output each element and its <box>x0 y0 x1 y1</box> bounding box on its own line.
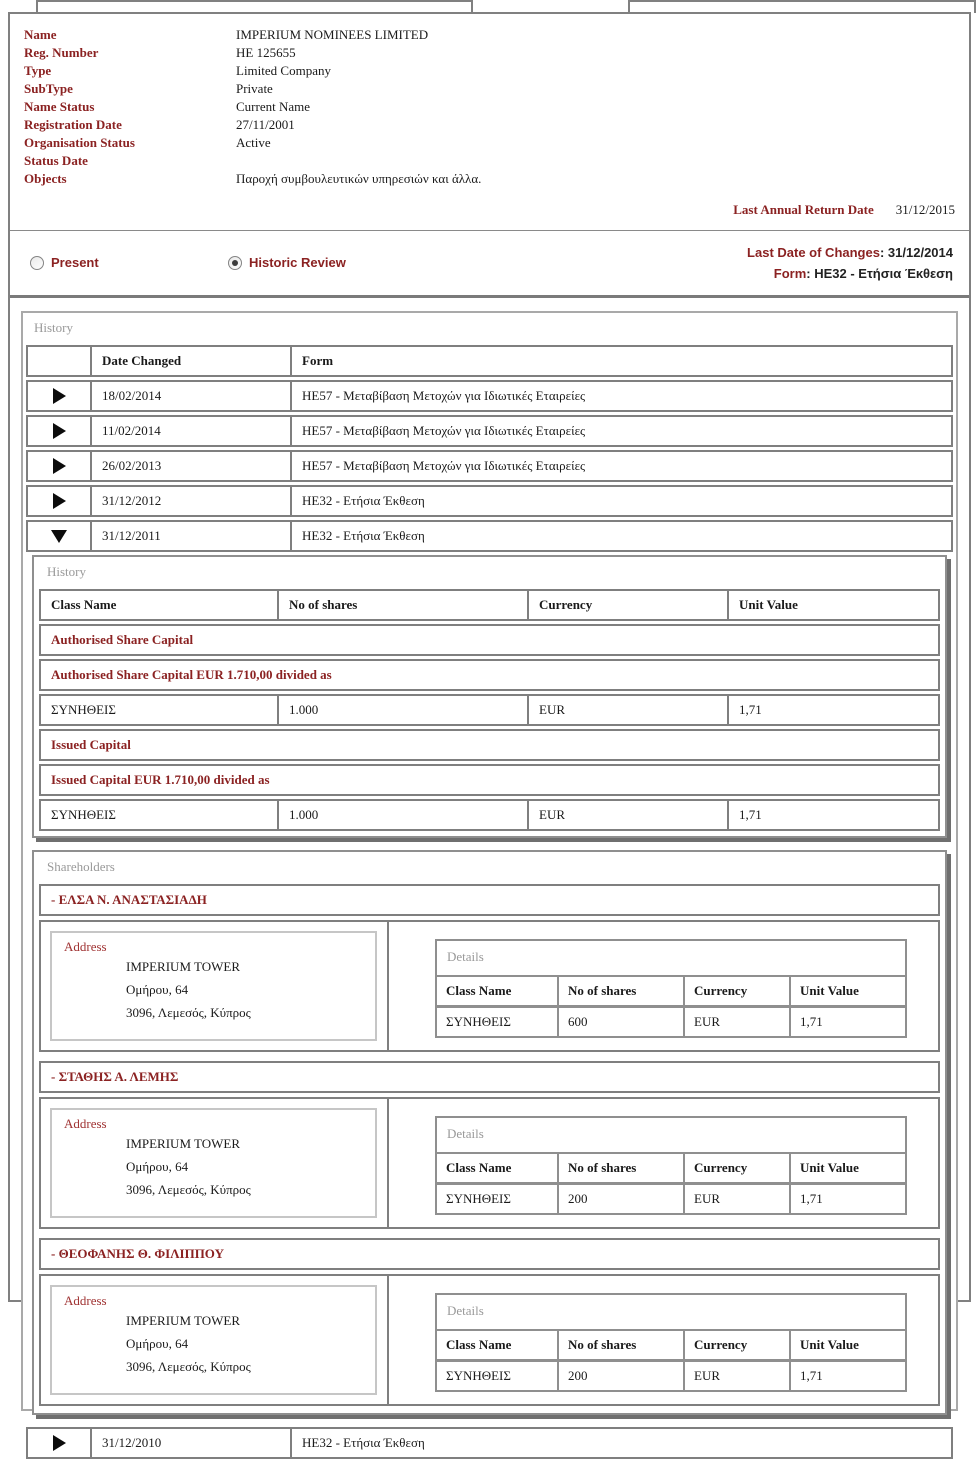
details-fieldset <box>435 1116 907 1215</box>
info-row <box>24 80 955 98</box>
unit-value-cell: 1,71 <box>739 807 762 822</box>
field-label: Reg. Number <box>24 45 99 60</box>
history-row-expanded <box>26 520 953 552</box>
divider <box>10 295 969 298</box>
field-label: Name <box>24 27 57 42</box>
historic-review-radio-option[interactable] <box>228 255 346 270</box>
field-value: Limited Company <box>236 63 331 78</box>
currency-cell: EUR <box>529 801 729 829</box>
form-header: Form <box>302 353 334 368</box>
history-row <box>26 380 953 412</box>
date-changed-cell: 31/12/2012 <box>92 487 292 515</box>
shareholder-block <box>39 1097 940 1229</box>
share-capital-section-row: Issued Capital <box>39 729 940 761</box>
class-name-cell: ΣΥΝΗΘΕΙΣ <box>437 1362 559 1390</box>
last-date-of-changes-label: Last Date of Changes <box>747 245 880 260</box>
field-label: Status Date <box>24 153 88 168</box>
details-data-row <box>437 1005 905 1036</box>
info-row <box>24 98 955 116</box>
field-label: Registration Date <box>24 117 122 132</box>
no-of-shares-cell: 200 <box>559 1362 685 1390</box>
view-toggle-section <box>10 231 969 295</box>
address-fieldset <box>50 931 377 1041</box>
history-row <box>26 1427 953 1459</box>
address-line: Ομήρου, 64 <box>126 982 189 997</box>
no-of-shares-header: No of shares <box>559 977 685 1005</box>
address-line: IMPERIUM TOWER <box>126 1313 240 1328</box>
details-data-row <box>437 1182 905 1213</box>
info-row <box>24 62 955 80</box>
form-cell: HE32 - Ετήσια Έκθεση <box>302 493 425 508</box>
shareholder-name: - ΣΤΑΘΗΣ Α. ΛΕΜΗΣ <box>39 1061 940 1093</box>
details-data-row <box>437 1359 905 1390</box>
field-label: SubType <box>24 81 73 96</box>
form-cell: HE57 - Μεταβίβαση Μετοχών για Ιδιωτικές Εταιρείες <box>302 458 586 473</box>
last-annual-return-value: 31/12/2015 <box>895 202 955 217</box>
expand-column-header <box>28 347 92 375</box>
no-of-shares-header: No of shares <box>559 1154 685 1182</box>
class-name-header: Class Name <box>41 591 279 619</box>
form-cell: HE57 - Μεταβίβαση Μετοχών για Ιδιωτικές Εταιρείες <box>302 423 586 438</box>
shareholder-name: - ΘΕΟΦΑΝΗΣ Θ. ΦΙΛΙΠΠΟΥ <box>39 1238 940 1270</box>
currency-cell: EUR <box>685 1362 791 1390</box>
collapse-icon[interactable] <box>51 530 67 543</box>
unit-value-header: Unit Value <box>800 1337 859 1352</box>
field-value: Παροχή συμβουλευτικών υπηρεσιών και άλλα. <box>236 171 482 186</box>
field-value: Active <box>236 135 271 150</box>
address-line: Ομήρου, 64 <box>126 1159 189 1174</box>
shareholders-panel <box>32 850 947 1415</box>
currency-cell: EUR <box>685 1008 791 1036</box>
class-name-header: Class Name <box>437 1331 559 1359</box>
date-changed-cell: 26/02/2013 <box>92 452 292 480</box>
form-cell: HE32 - Ετήσια Έκθεση <box>302 1435 425 1450</box>
company-info-section <box>10 14 969 192</box>
field-label: Name Status <box>24 99 95 114</box>
field-value: Private <box>236 81 273 96</box>
details-legend: Details <box>447 949 484 964</box>
unit-value-cell: 1,71 <box>800 1191 823 1206</box>
historic-review-radio-label[interactable]: Historic Review <box>249 255 346 270</box>
field-value: IMPERIUM NOMINEES LIMITED <box>236 27 429 42</box>
date-changed-cell: 11/02/2014 <box>92 417 292 445</box>
history-row <box>26 415 953 447</box>
address-line: 3096, Λεμεσός, Κύπρος <box>126 1359 251 1374</box>
shareholder-block <box>39 920 940 1052</box>
company-record-panel <box>8 12 971 1450</box>
date-changed-cell: 31/12/2010 <box>92 1429 292 1457</box>
no-of-shares-cell: 200 <box>559 1185 685 1213</box>
expand-icon[interactable] <box>53 1435 66 1451</box>
form-line: Form: HE32 - Ετήσια Έκθεση <box>773 266 953 281</box>
unit-value-cell: 1,71 <box>800 1368 823 1383</box>
info-row <box>24 152 955 170</box>
date-changed-cell: 31/12/2011 <box>92 522 292 550</box>
currency-header: Currency <box>685 977 791 1005</box>
info-row <box>24 44 955 62</box>
address-line: IMPERIUM TOWER <box>126 1136 240 1151</box>
share-capital-data-row <box>39 799 940 831</box>
last-date-of-changes-value: 31/12/2014 <box>887 245 953 260</box>
field-label: Type <box>24 63 52 78</box>
class-name-header: Class Name <box>437 977 559 1005</box>
no-of-shares-cell: 600 <box>559 1008 685 1036</box>
address-line: Ομήρου, 64 <box>126 1336 189 1351</box>
field-value <box>236 152 955 170</box>
details-header-row <box>437 1329 905 1359</box>
form-cell: HE32 - Ετήσια Έκθεση <box>302 528 425 543</box>
no-of-shares-header: No of shares <box>279 591 529 619</box>
field-value: Current Name <box>236 99 311 114</box>
expand-icon[interactable] <box>53 458 66 474</box>
expand-icon[interactable] <box>53 423 66 439</box>
currency-header: Currency <box>685 1154 791 1182</box>
present-radio-icon[interactable] <box>30 256 44 270</box>
field-value: 27/11/2001 <box>236 117 295 132</box>
info-row <box>24 170 955 188</box>
share-capital-data-row <box>39 694 940 726</box>
shareholders-legend: Shareholders <box>47 859 115 874</box>
no-of-shares-cell: 1.000 <box>279 801 529 829</box>
history-fieldset <box>21 311 958 1450</box>
share-capital-legend: History <box>47 564 86 579</box>
info-row <box>24 26 955 44</box>
history-legend: History <box>34 320 73 335</box>
history-header-row <box>26 345 953 377</box>
field-label: Organisation Status <box>24 135 135 150</box>
expand-icon[interactable] <box>53 388 66 404</box>
class-name-header: Class Name <box>437 1154 559 1182</box>
details-fieldset <box>435 1293 907 1392</box>
class-name-cell: ΣΥΝΗΘΕΙΣ <box>437 1008 559 1036</box>
history-row <box>26 485 953 517</box>
currency-header: Currency <box>529 591 729 619</box>
form-cell: HE57 - Μεταβίβαση Μετοχών για Ιδιωτικές Εταιρείες <box>302 388 586 403</box>
unit-value-header: Unit Value <box>800 983 859 998</box>
shareholder-name: - ΕΛΣΑ Ν. ΑΝΑΣΤΑΣΙΑΔΗ <box>39 884 940 916</box>
address-legend: Address <box>64 1293 107 1308</box>
unit-value-cell: 1,71 <box>800 1014 823 1029</box>
share-capital-section-row: Authorised Share Capital <box>39 624 940 656</box>
address-legend: Address <box>64 939 107 954</box>
date-changed-cell: 18/02/2014 <box>92 382 292 410</box>
form-label: Form <box>773 266 807 281</box>
field-value: HE 125655 <box>236 45 296 60</box>
class-name-cell: ΣΥΝΗΘΕΙΣ <box>437 1185 559 1213</box>
expand-icon[interactable] <box>53 493 66 509</box>
share-capital-panel <box>32 555 947 838</box>
details-header-row <box>437 975 905 1005</box>
currency-cell: EUR <box>529 696 729 724</box>
share-capital-section-row: Issued Capital EUR 1.710,00 divided as <box>39 764 940 796</box>
present-radio-label[interactable]: Present <box>51 255 99 270</box>
last-annual-return-label: Last Annual Return Date <box>733 202 874 217</box>
share-capital-header-row <box>39 589 940 621</box>
details-legend: Details <box>447 1126 484 1141</box>
present-radio-option[interactable] <box>30 255 99 270</box>
info-row <box>24 116 955 134</box>
historic-review-radio-icon[interactable] <box>228 256 242 270</box>
address-line: 3096, Λεμεσός, Κύπρος <box>126 1182 251 1197</box>
details-legend: Details <box>447 1303 484 1318</box>
no-of-shares-header: No of shares <box>559 1331 685 1359</box>
currency-cell: EUR <box>685 1185 791 1213</box>
shareholder-block <box>39 1274 940 1406</box>
no-of-shares-cell: 1.000 <box>279 696 529 724</box>
last-changes-info <box>747 242 953 284</box>
unit-value-header: Unit Value <box>800 1160 859 1175</box>
details-header-row <box>437 1152 905 1182</box>
unit-value-cell: 1,71 <box>739 702 762 717</box>
address-line: 3096, Λεμεσός, Κύπρος <box>126 1005 251 1020</box>
currency-header: Currency <box>685 1331 791 1359</box>
last-date-of-changes-line: Last Date of Changes: 31/12/2014 <box>747 245 953 260</box>
history-row <box>26 450 953 482</box>
class-name-cell: ΣΥΝΗΘΕΙΣ <box>41 696 279 724</box>
address-fieldset <box>50 1108 377 1218</box>
address-legend: Address <box>64 1116 107 1131</box>
class-name-cell: ΣΥΝΗΘΕΙΣ <box>41 801 279 829</box>
details-fieldset <box>435 939 907 1038</box>
field-label: Objects <box>24 171 67 186</box>
form-value: HE32 - Ετήσια Έκθεση <box>814 266 953 281</box>
unit-value-header: Unit Value <box>739 597 798 612</box>
share-capital-section-row: Authorised Share Capital EUR 1.710,00 divided as <box>39 659 940 691</box>
address-fieldset <box>50 1285 377 1395</box>
last-annual-return-row <box>10 192 969 230</box>
address-line: IMPERIUM TOWER <box>126 959 240 974</box>
info-row <box>24 134 955 152</box>
date-changed-header: Date Changed <box>92 347 292 375</box>
